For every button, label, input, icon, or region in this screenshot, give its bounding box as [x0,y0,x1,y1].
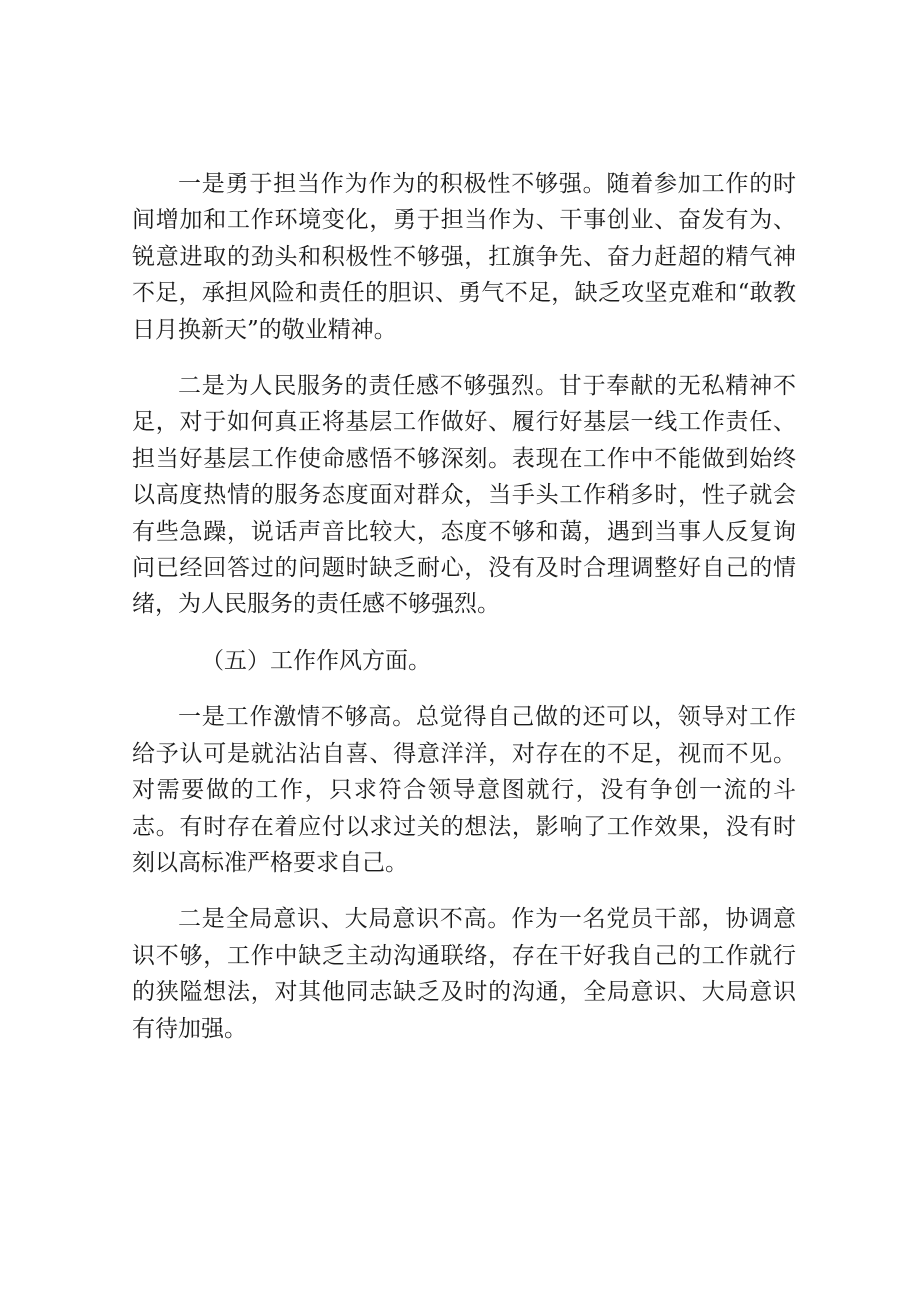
paragraph-serving-the-people: 二是为人民服务的责任感不够强烈。甘于奉献的无私精神不足，对于如何真正将基层工作做好、履行好基层一线工作责任、担当好基层工作使命感悟不够深刻。表现在工作中不能做到始终以高度热情的服务态度面对群众，当手头工作稍多时，性子就会有些急躁，说话声音比较大，态度不够和蔼，遇到当事人反复询问已经回答过的问题时缺乏耐心，没有及时合理调整好自己的情绪，为人民服务的责任感不够强烈。 [132,373,796,618]
paragraph-courage-to-take-responsibility: 一是勇于担当作为作为的积极性不够强。随着参加工作的时间增加和工作环境变化，勇于担当作为、干事创业、奋发有为、锐意进取的劲头和积极性不够强，扛旗争先、奋力赶超的精气神不足，承担风险和责任的胆识、勇气不足，缺乏攻坚克难和“敢教日月换新天”的敬业精神。 [132,171,796,343]
document-body [132,166,796,1067]
paragraph-work-enthusiasm: 一是工作激情不够高。总觉得自己做的还可以，领导对工作给予认可是就沾沾自喜、得意洋洋，对存在的不足，视而不见。对需要做的工作，只求符合领导意图就行，没有争创一流的斗志。有时存在着应付以求过关的想法，影响了工作效果，没有时刻以高标准严格要求自己。 [132,704,796,876]
section-heading-work-style: （五）工作作风方面。 [201,647,431,674]
paragraph-overall-awareness: 二是全局意识、大局意识不高。作为一名党员干部，协调意识不够，工作中缺乏主动沟通联络，存在干好我自己的工作就行的狭隘想法，对其他同志缺乏及时的沟通，全局意识、大局意识有待加强。 [132,906,796,1042]
